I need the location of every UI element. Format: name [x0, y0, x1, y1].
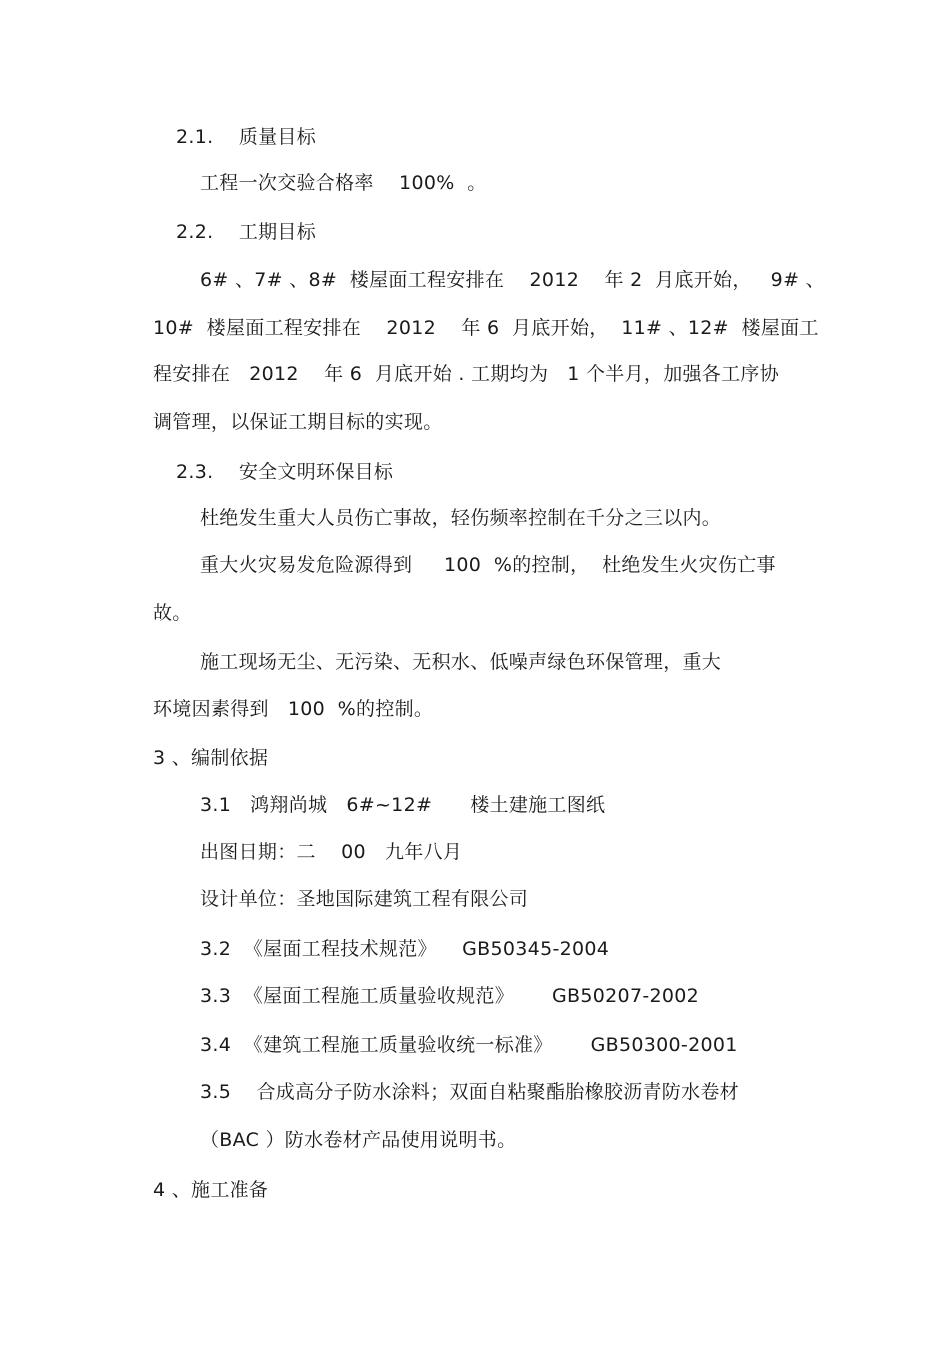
section-2-1-heading: 2.1. 质量目标: [176, 126, 317, 148]
reference-3-2: 3.2 《屋面工程技术规范》 GB50345-2004: [200, 938, 610, 960]
reference-3-5: 3.5 合成高分子防水涂料；双面自粘聚酯胎橡胶沥青防水卷材: [200, 1081, 739, 1103]
reference-3-1: 3.1 鸿翔尚城 6#~12# 楼土建施工图纸: [200, 794, 606, 816]
reference-3-1-date: 出图日期：二 00 九年八月: [200, 841, 463, 863]
section-2-2-para-line: 10# 楼屋面工程安排在 2012 年 6 月底开始， 11# 、12# 楼屋面工: [153, 317, 819, 339]
section-2-2-para-line: 调管理，以保证工期目标的实现。: [153, 411, 443, 433]
section-3-heading: 3 、编制依据: [153, 747, 269, 769]
section-2-3-para: 施工现场无尘、无污染、无积水、低噪声绿色环保管理，重大: [200, 651, 722, 673]
reference-3-5-cont: （BAC ）防水卷材产品使用说明书。: [200, 1129, 517, 1151]
section-2-3-para: 故。: [153, 602, 192, 624]
reference-3-1-unit: 设计单位：圣地国际建筑工程有限公司: [200, 888, 529, 910]
section-2-2-heading: 2.2. 工期目标: [176, 221, 317, 243]
section-2-3-para: 重大火灾易发危险源得到 100 %的控制， 杜绝发生火灾伤亡事: [200, 554, 776, 576]
section-2-3-para: 环境因素得到 100 %的控制。: [153, 698, 434, 720]
reference-3-3: 3.3 《屋面工程施工质量验收规范》 GB50207-2002: [200, 985, 700, 1007]
section-2-2-para-line: 6# 、7# 、8# 楼屋面工程安排在 2012 年 2 月底开始， 9# 、: [200, 269, 825, 291]
section-2-1-text: 工程一次交验合格率 100% 。: [200, 172, 487, 194]
reference-3-4: 3.4 《建筑工程施工质量验收统一标准》 GB50300-2001: [200, 1034, 738, 1056]
section-4-heading: 4 、施工准备: [153, 1179, 269, 1201]
section-2-2-para-line: 程安排在 2012 年 6 月底开始 . 工期均为 1 个半月，加强各工序协: [153, 363, 780, 385]
section-2-3-para: 杜绝发生重大人员伤亡事故，轻伤频率控制在千分之三以内。: [200, 507, 722, 529]
section-2-3-heading: 2.3. 安全文明环保目标: [176, 461, 394, 483]
